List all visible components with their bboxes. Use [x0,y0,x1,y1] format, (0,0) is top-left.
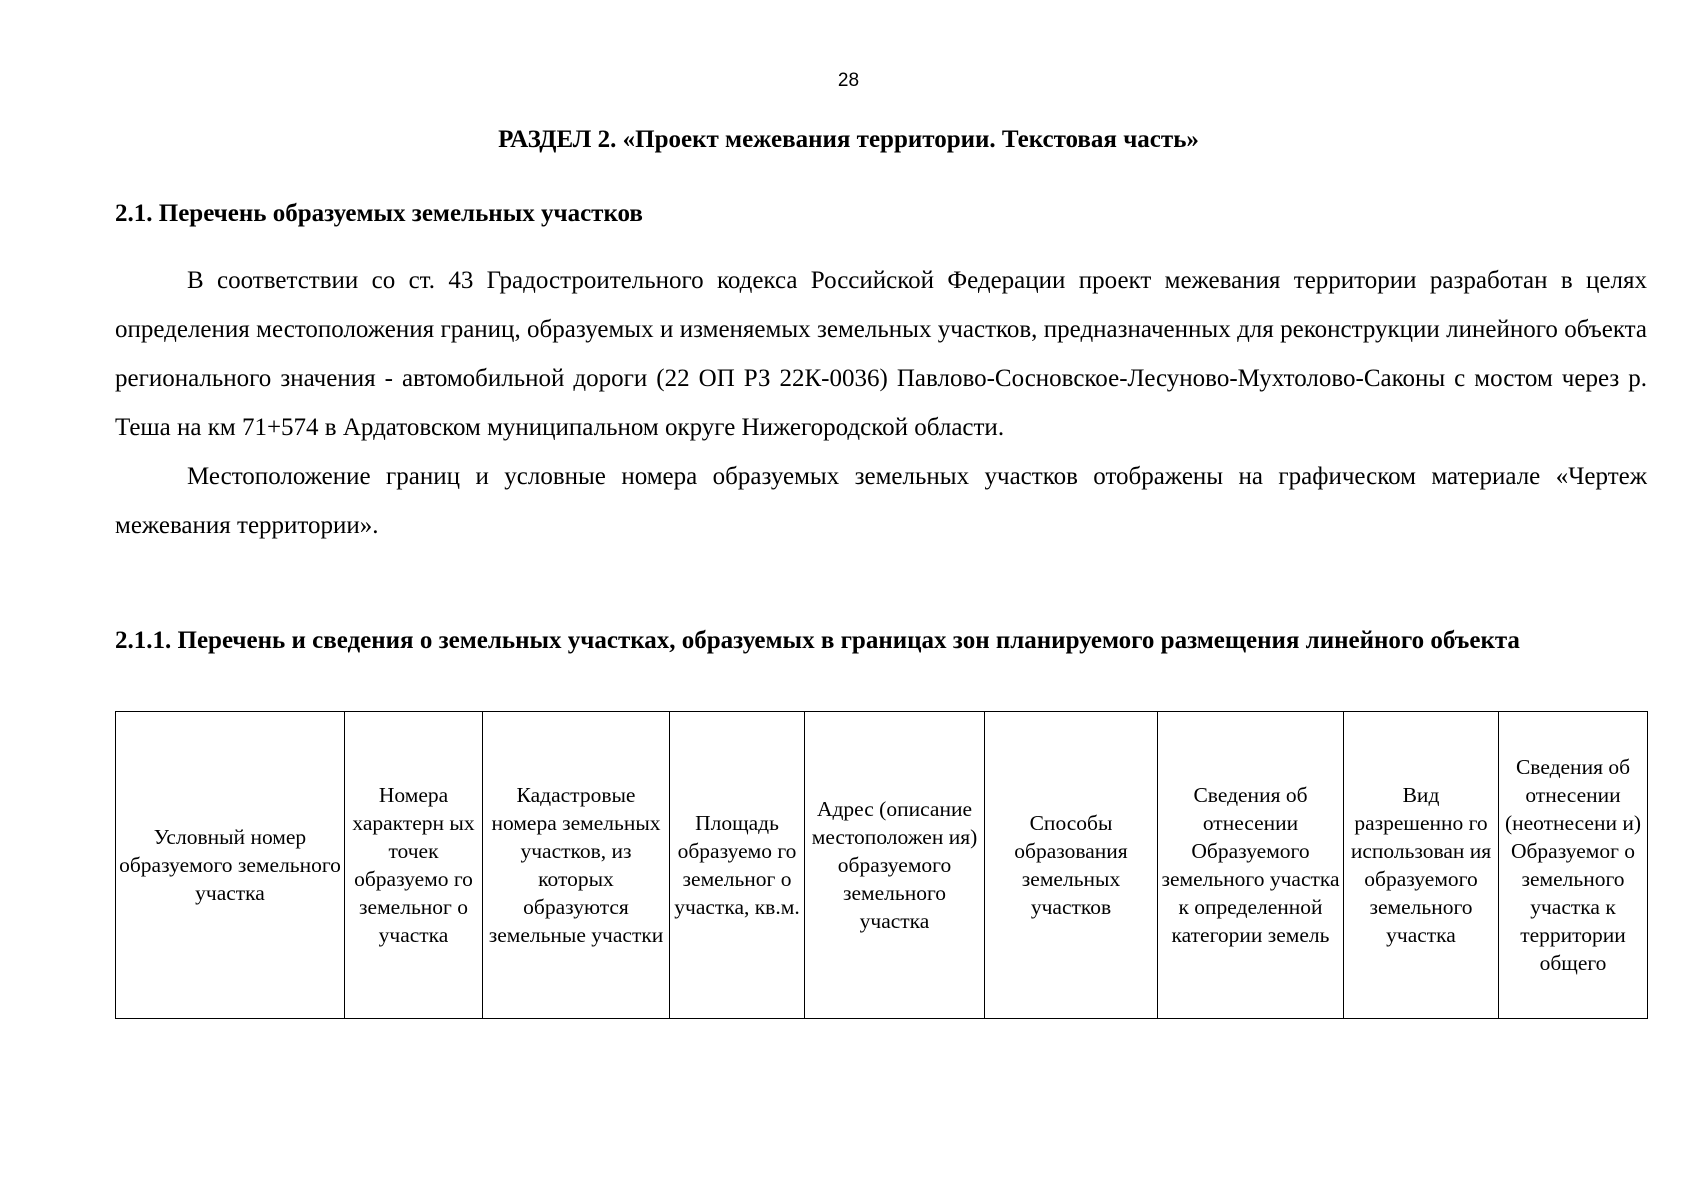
subsubsection-title: 2.1.1. Перечень и сведения о земельных участках, образуемых в границах зон планируемого размещения линейного объекта [115,627,1520,654]
header-cell-address: Адрес (описание местоположен ия) образуемого земельного участка [805,712,985,1019]
header-cell-land-category: Сведения об отнесении Образуемого земельного участка к определенной категории земель [1158,712,1344,1019]
header-cell-permitted-use: Вид разрешенно го использован ия образуемого земельного участка [1344,712,1499,1019]
parcels-table [115,711,1648,1019]
header-cell-formation-methods: Способы образования земельных участков [985,712,1158,1019]
body-text [115,256,1647,550]
table-header-row [116,712,1648,1019]
header-cell-cadastral-numbers: Кадастровые номера земельных участков, из которых образуются земельные участки [483,712,670,1019]
header-cell-area: Площадь образуемо го земельног о участка, кв.м. [670,712,805,1019]
section-title: РАЗДЕЛ 2. «Проект межевания территории. Текстовая часть» [498,126,1199,153]
paragraph-purpose: В соответствии со ст. 43 Градостроительного кодекса Российской Федерации проект межевания территории разработан в целях определения местоположения границ, образуемых и изменяемых земельных участков, предназначенных для реконструкции линейного объекта регионального значения - автомобильной дороги (22 ОП РЗ 22К-0036) Павлово-Сосновское-Лесуново-Мухтолово-Саконы с мостом через р. Теша на км 71+574 в Ардатовском муниципальном округе Нижегородской области. [115,267,1647,441]
header-cell-common-territory: Сведения об отнесении (неотнесени и) Образуемог о земельного участка к территории общего [1499,712,1648,1019]
header-cell-point-numbers: Номера характерн ых точек образуемо го земельног о участка [345,712,483,1019]
paragraph-drawing-reference: Местоположение границ и условные номера образуемых земельных участков отображены на графическом материале «Чертеж межевания территории». [115,463,1647,539]
subsection-title: 2.1. Перечень образуемых земельных участков [115,200,643,227]
page-number: 28 [837,70,860,91]
header-cell-parcel-number: Условный номер образуемого земельного участка [116,712,345,1019]
